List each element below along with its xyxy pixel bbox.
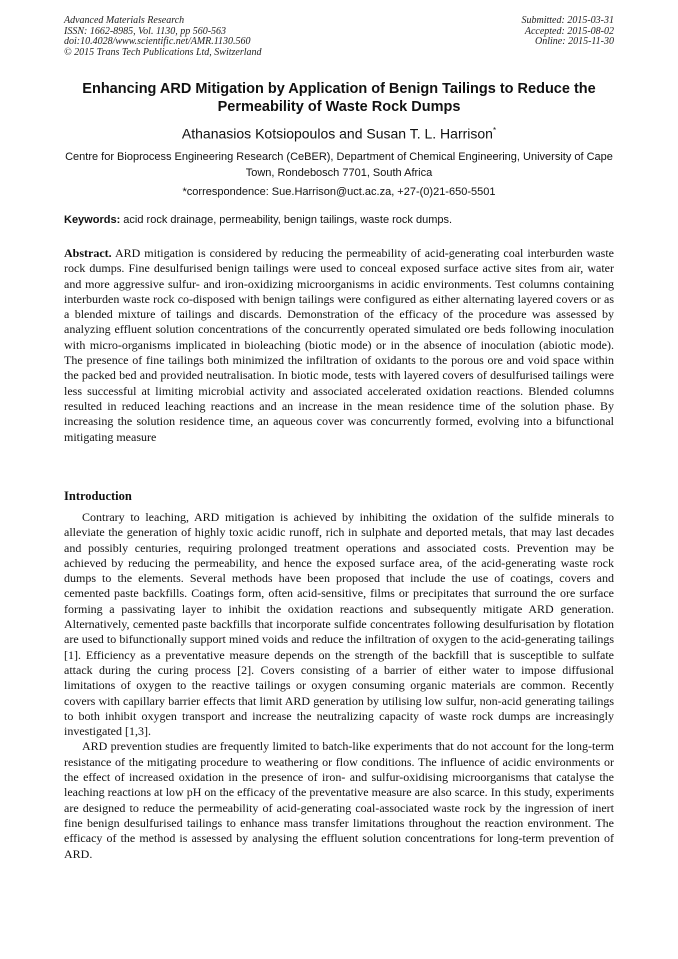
- accepted-date: Accepted: 2015-08-02: [524, 25, 614, 37]
- keywords: [64, 212, 614, 228]
- author-list: [60, 122, 618, 143]
- doi-line[interactable]: doi:10.4028/www.scientific.net/AMR.1130.560: [64, 36, 251, 47]
- introduction-body: [64, 510, 614, 862]
- abstract: [64, 246, 614, 445]
- authors-names: Athanasios Kotsiopoulos and Susan T. L. Harrison: [181, 125, 493, 142]
- abstract-text: ARD mitigation is considered by reducing the permeability of acid-generating coal interburden waste rock dumps. Fine desulfurised benign tailings were used to conceal exposed surface active sites from air, water and more aggressive sulfur- and iron-oxidizing microorganisms in acidic environments. Test columns containing interburden waste rock co-disposed with benign tailings were configured as either alternating layered covers or as a blended mixture of tailings and discards. Demonstration of the efficacy of the procedure was assessed by analyzing effluent solution concentrations of the concurrently operated simulated ore beds following inoculation with micro-organisms implicated in bioleaching (biotic mode) or in the absence of inoculation (abiotic mode). The presence of fine tailings both minimized the infiltration of oxidants to the porous ore and void space within the packed bed and provided neutralisation. In biotic mode, tests with layered covers of desulfurised tailings were less successful at limiting microbial activity and associated accelerated oxidation reactions. Blended columns resulted in reduced leaching reactions and an increase in the mean residence time of the solution phase. By increasing the solution residence time, an aqueous cover was concurrently formed, evolving into a bifunctional mitigating measure: [64, 246, 614, 444]
- issn-line: ISSN: 1662-8985, Vol. 1130, pp 560-563: [64, 25, 227, 37]
- copyright-line: © 2015 Trans Tech Publications Ltd, Switzerland: [64, 46, 262, 58]
- paper-title: Enhancing ARD Mitigation by Application of Benign Tailings to Reduce the Permeability of Waste Rock Dumps: [82, 81, 596, 115]
- journal-info: [64, 16, 262, 58]
- section-heading: Introduction: [64, 489, 132, 503]
- publication-dates: [522, 16, 615, 48]
- abstract-label: Abstract.: [64, 246, 112, 260]
- affiliation: Centre for Bioprocess Engineering Research (CeBER), Department of Chemical Engineering, University of Cape Town, Rondebosch 7701, South Africa: [65, 151, 613, 179]
- corresponding-mark: *: [492, 126, 497, 135]
- keywords-text: acid rock drainage, permeability, benign tailings, waste rock dumps.: [120, 214, 453, 226]
- correspondence: *correspondence: Sue.Harrison@uct.ac.za, +27-(0)21-650-5501: [182, 186, 496, 198]
- paragraph: ARD prevention studies are frequently limited to batch-like experiments that do not account for the long-term resistance of the mitigating procedure to weathering or flow conditions. The influence of acidic environments or the effect of increased oxidation in the presence of iron- and sulfur-oxidising microorganisms that catalyse the leaching reactions at low pH on the efficacy of the preventative measure are also scarce. In this study, experiments are designed to reduce the permeability of acid-generating coal-associated waste rock by the ingression of inert fine benign desulfurised tailings to enhance mass transfer limitations throughout the reaction environment. The efficacy of the method is assessed by analysing the effluent solution concentrations for long-term prevention of ARD.: [64, 739, 614, 861]
- paragraph: Contrary to leaching, ARD mitigation is achieved by inhibiting the oxidation of the sulfide minerals to alleviate the generation of highly toxic acidic runoff, rich in sulphate and deported metals, that may last decades and possibly centuries, requiring prolonged treatment operations and associated costs. Prevention may be achieved by reducing the permeability, and hence the exposed surface area, of the acid-generating waste rock dumps to the elements. Several methods have been proposed that include the use of coatings, covers and cemented paste backfills. Coatings form, often acid-sensitive, films or precipitates that surround the ore surface forming a passivating layer to inhibit the oxidation reactions and subsequently mitigate ARD generation. Alternatively, cemented paste backfills that incorporate sulfide concentrates following desulfurisation by flotation are used to bifunctionally support mined voids and reduce the infiltration of oxygen to the acid-generating tailings [1]. Efficiency as a preventative measure depends on the strength of the backfill that is susceptible to sulfate attack during the curing process [2]. Covers consisting of a barrier of either water to impose diffusional limitations of oxygen to the reactive tailings or oxygen consuming organic materials are common. Recently covers with capillary barrier effects that limit ARD generation by utilising low sulfur, non-acid generating tailings to both inhibit oxygen transport and increase the neutralizing capacity of waste rock dumps are increasingly investigated [1,3].: [64, 510, 614, 739]
- journal-name: Advanced Materials Research: [64, 15, 185, 26]
- submitted-date: Submitted: 2015-03-31: [521, 15, 614, 26]
- online-date: Online: 2015-11-30: [535, 36, 614, 47]
- keywords-label: Keywords:: [64, 214, 121, 226]
